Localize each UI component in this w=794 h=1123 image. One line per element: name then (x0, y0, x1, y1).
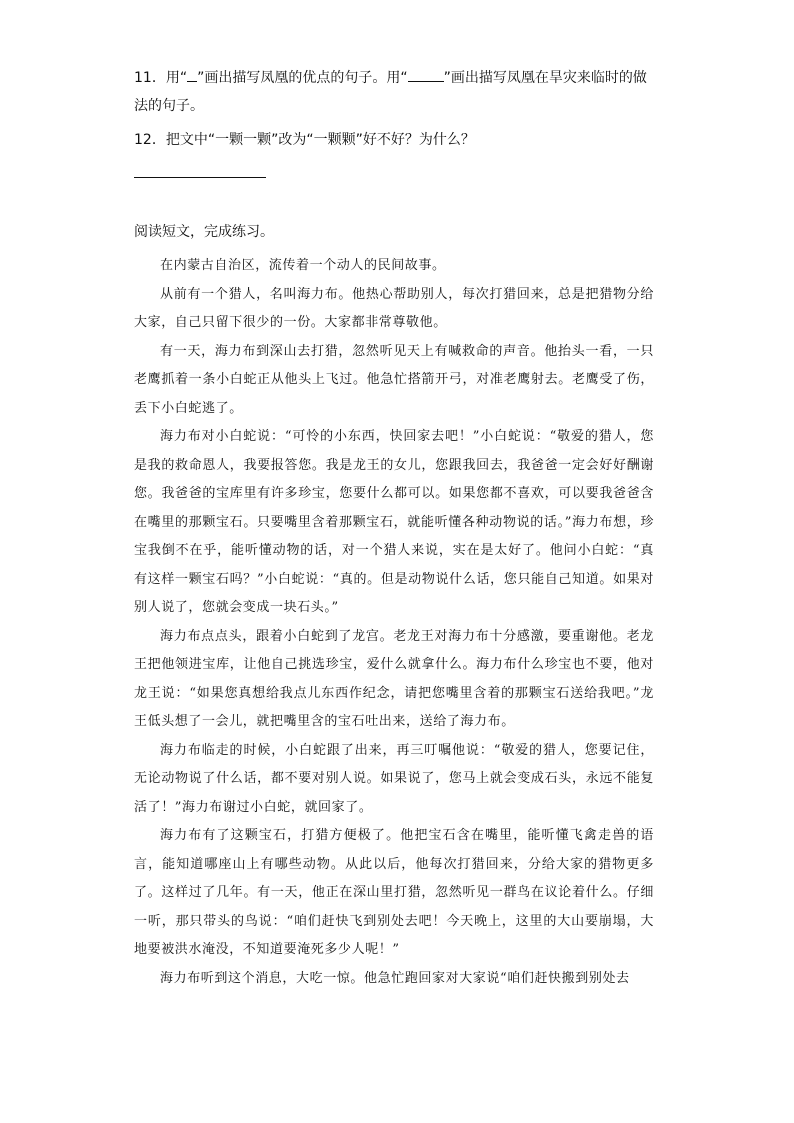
question-11-text-part1: 用“ (165, 70, 188, 86)
passage-paragraph-4: 海力布对小白蛇说：“可怜的小东西，快回家去吧！”小白蛇说：“敬爱的猎人，您是我的救命恩人，我要报答您。我是龙王的女儿，您跟我回去，我爸爸一定会好好酬谢您。我爸爸的宝库里有许多珍宝，您要什么都可以。如果您都不喜欢，可以要我爸爸含在嘴里的那颗宝石。只要嘴里含着那颗宝石，就能听懂各种动物说的话。”海力布想，珍宝我倒不在乎，能听懂动物的话，对一个猎人来说，实在是太好了。他问小白蛇：“真有这样一颗宝石吗？”小白蛇说：“真的。但是动物说什么话，您只能自己知道。如果对别人说了，您就会变成一块石头。” (134, 429, 654, 615)
question-11-text-part2: ”画出描写凤凰的优点的句子。用“ (197, 70, 408, 86)
question-12-number: 12． (134, 132, 166, 148)
reading-passage (134, 252, 654, 993)
straight-line-marker-blank (187, 69, 197, 82)
passage-paragraph-6: 海力布临走的时候，小白蛇跟了出来，再三叮嘱他说：“敬爱的猎人，您要记住，无论动物说了什么话，都不要对别人说。如果说了，您马上就会变成石头，永远不能复活了！”海力布谢过小白蛇，就回家了。 (134, 742, 654, 815)
passage-paragraph-8: 海力布听到这个消息，大吃一惊。他急忙跑回家对大家说“咱们赶快搬到别处去 (160, 970, 630, 986)
wavy-line-marker-blank (408, 69, 444, 82)
passage-paragraph-3: 有一天，海力布到深山去打猎，忽然听见天上有喊救命的声音。他抬头一看，一只老鹰抓着一条小白蛇正从他头上飞过。他急忙搭箭开弓，对准老鹰射去。老鹰受了伤，丢下小白蛇逃了。 (134, 343, 654, 416)
answer-line-q12[interactable] (134, 177, 266, 178)
passage-paragraph-7: 海力布有了这颗宝石，打猎方便极了。他把宝石含在嘴里，能听懂飞禽走兽的语言，能知道哪座山上有哪些动物。从此以后，他每次打猎回来，分给大家的猎物更多了。这样过了几年。有一天，他正在深山里打猎，忽然听见一群鸟在议论着什么。仔细一听，那只带头的鸟说：“咱们赶快飞到别处去吧！今天晚上，这里的大山要崩塌，大地要被洪水淹没，不知道要淹死多少人呢！” (134, 828, 654, 957)
question-12 (134, 126, 654, 154)
question-11-number: 11． (134, 70, 166, 86)
reading-instruction: 阅读短文，完成练习。 (134, 224, 274, 240)
passage-paragraph-1: 在内蒙古自治区，流传着一个动人的民间故事。 (160, 258, 446, 273)
question-11-text-part3: ”画出描写凤凰在旱灾来临时的做法的句子。 (134, 70, 647, 114)
question-11 (134, 64, 654, 120)
passage-paragraph-2: 从前有一个猎人，名叫海力布。他热心帮助别人，每次打猎回来，总是把猎物分给大家，自己只留下很少的一份。大家都非常尊敬他。 (134, 286, 654, 330)
question-12-text: 把文中“一颗一颗”改为“一颗颗”好不好？为什么？ (165, 132, 475, 148)
passage-paragraph-5: 海力布点点头，跟着小白蛇到了龙宫。老龙王对海力布十分感激，要重谢他。老龙王把他领进宝库，让他自己挑选珍宝，爱什么就拿什么。海力布什么珍宝也不要，他对龙王说：“如果您真想给我点儿东西作纪念，请把您嘴里含着的那颗宝石送给我吧。”龙王低头想了一会儿，就把嘴里含的宝石吐出来，送给了海力布。 (134, 628, 654, 729)
